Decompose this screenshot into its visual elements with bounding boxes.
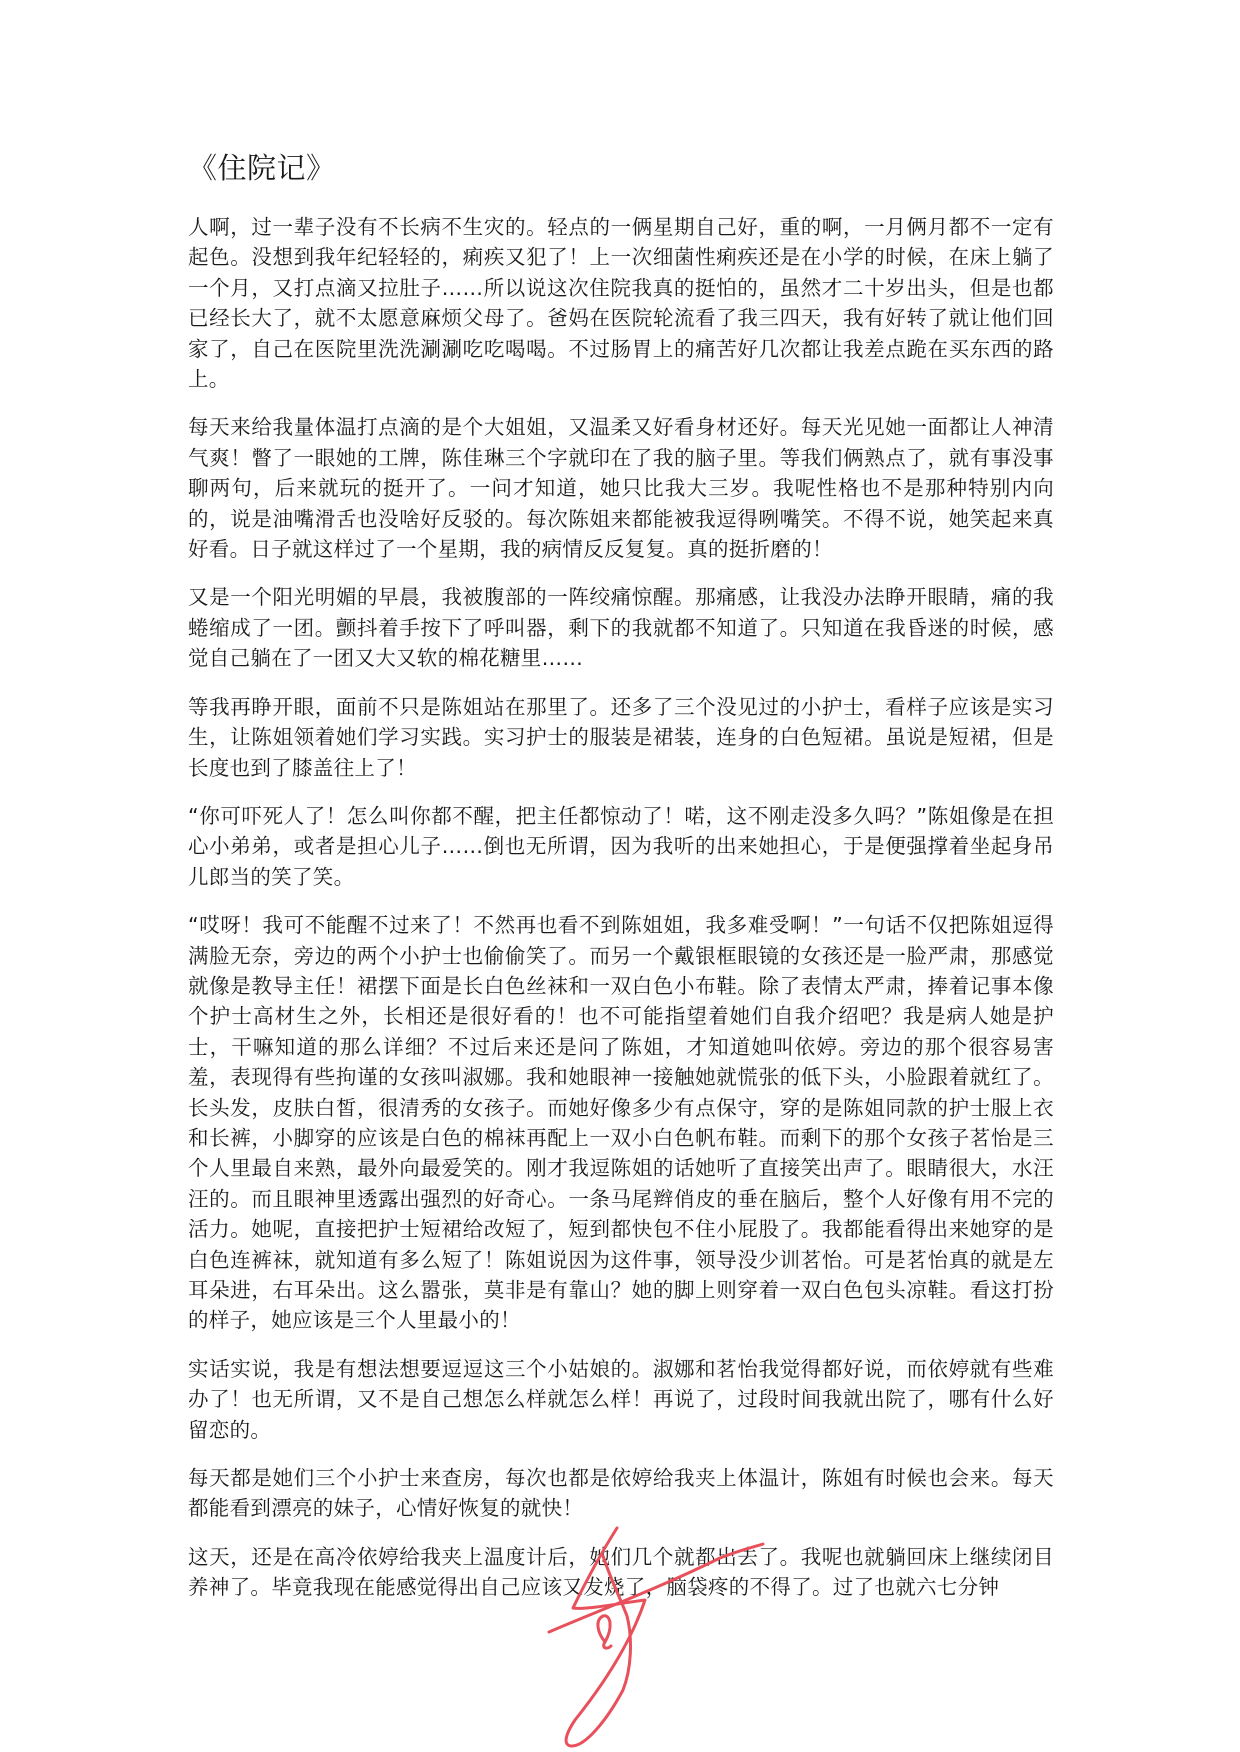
paragraph-1: 人啊，过一辈子没有不长病不生灾的。轻点的一俩星期自己好，重的啊，一月俩月都不一定有起色。没想到我年纪轻轻的，痢疾又犯了！上一次细菌性痢疾还是在小学的时候，在床上躺了一个月，又打点滴又拉肚子……所以说这次住院我真的挺怕的，虽然才二十岁出头，但是也都已经长大了，就不太愿意麻烦父母了。爸妈在医院轮流看了我三四天，我有好转了就让他们回家了，自己在医院里洗洗涮涮吃吃喝喝。不过肠胃上的痛苦好几次都让我差点跪在买东西的路上。	[188, 215, 1054, 392]
document-title: 《住院记》	[188, 151, 336, 185]
paragraph-9: 这天，还是在高冷依婷给我夹上温度计后，她们几个就都出去了。我呢也就躺回床上继续闭目养神了。毕竟我现在能感觉得出自己应该又发烧了，脑袋疼的不得了。过了也就六七分钟	[188, 1544, 1054, 1600]
paragraph-3: 又是一个阳光明媚的早晨，我被腹部的一阵绞痛惊醒。那痛感，让我没办法睁开眼睛，痛的我蜷缩成了一团。颤抖着手按下了呼叫器，剩下的我就都不知道了。只知道在我昏迷的时候，感觉自己躺在了一团又大又软的棉花糖里……	[188, 585, 1054, 671]
paragraph-8: 每天都是她们三个小护士来查房，每次也都是依婷给我夹上体温计，陈姐有时候也会来。每天都能看到漂亮的妹子，心情好恢复的就快！	[188, 1466, 1054, 1521]
paragraph-4: 等我再睁开眼，面前不只是陈姐站在那里了。还多了三个没见过的小护士，看样子应该是实习生，让陈姐领着她们学习实践。实习护士的服装是裙装，连身的白色短裙。虽说是短裙，但是长度也到了膝盖往上了！	[188, 694, 1054, 780]
document-body	[188, 148, 1054, 1621]
paragraph-6: “哎呀！我可不能醒不过来了！不然再也看不到陈姐姐，我多难受啊！”一句话不仅把陈姐逗得满脸无奈，旁边的两个小护士也偷偷笑了。而另一个戴银框眼镜的女孩还是一脸严肃，那感觉就像是教导主任！裙摆下面是长白色丝袜和一双白色小布鞋。除了表情太严肃，捧着记事本像个护士高材生之外，长相还是很好看的！也不可能指望着她们自我介绍吧？我是病人她是护士，干嘛知道的那么详细？不过后来还是问了陈姐，才知道她叫依婷。旁边的那个很容易害羞，表现得有些拘谨的女孩叫淑娜。我和她眼神一接触她就慌张的低下头，小脸跟着就红了。长头发，皮肤白皙，很清秀的女孩子。而她好像多少有点保守，穿的是陈姐同款的护士服上衣和长裤，小脚穿的应该是白色的棉袜再配上一双小白色帆布鞋。而剩下的那个女孩子茗怡是三个人里最自来熟，最外向最爱笑的。刚才我逗陈姐的话她听了直接笑出声了。眼睛很大，水汪汪的。而且眼神里透露出强烈的好奇心。一条马尾辫俏皮的垂在脑后，整个人好像有用不完的活力。她呢，直接把护士短裙给改短了，短到都快包不住小屁股了。我都能看得出来她穿的是白色连裤袜，就知道有多么短了！陈姐说因为这件事，领导没少训茗怡。可是茗怡真的就是左耳朵进，右耳朵出。这么嚣张，莫非是有靠山？她的脚上则穿着一双白色包头凉鞋。看这打扮的样子，她应该是三个人里最小的！	[188, 913, 1054, 1333]
paragraph-2: 每天来给我量体温打点滴的是个大姐姐，又温柔又好看身材还好。每天光见她一面都让人神清气爽！瞥了一眼她的工牌，陈佳琳三个字就印在了我的脑子里。等我们俩熟点了，就有事没事聊两句，后来就玩的挺开了。一问才知道，她只比我大三岁。我呢性格也不是那种特别内向的，说是油嘴滑舌也没啥好反驳的。每次陈姐来都能被我逗得咧嘴笑。不得不说，她笑起来真好看。日子就这样过了一个星期，我的病情反反复复。真的挺折磨的！	[188, 415, 1054, 562]
paragraph-7: 实话实说，我是有想法想要逗逗这三个小姑娘的。淑娜和茗怡我觉得都好说，而依婷就有些难办了！也无所谓，又不是自己想怎么样就怎么样！再说了，过段时间我就出院了，哪有什么好留恋的。	[188, 1356, 1054, 1442]
paragraph-5: “你可吓死人了！怎么叫你都不醒，把主任都惊动了！喏，这不刚走没多久吗？”陈姐像是在担心小弟弟，或者是担心儿子……倒也无所谓，因为我听的出来她担心，于是便强撑着坐起身吊儿郎当的笑了笑。	[188, 803, 1054, 889]
